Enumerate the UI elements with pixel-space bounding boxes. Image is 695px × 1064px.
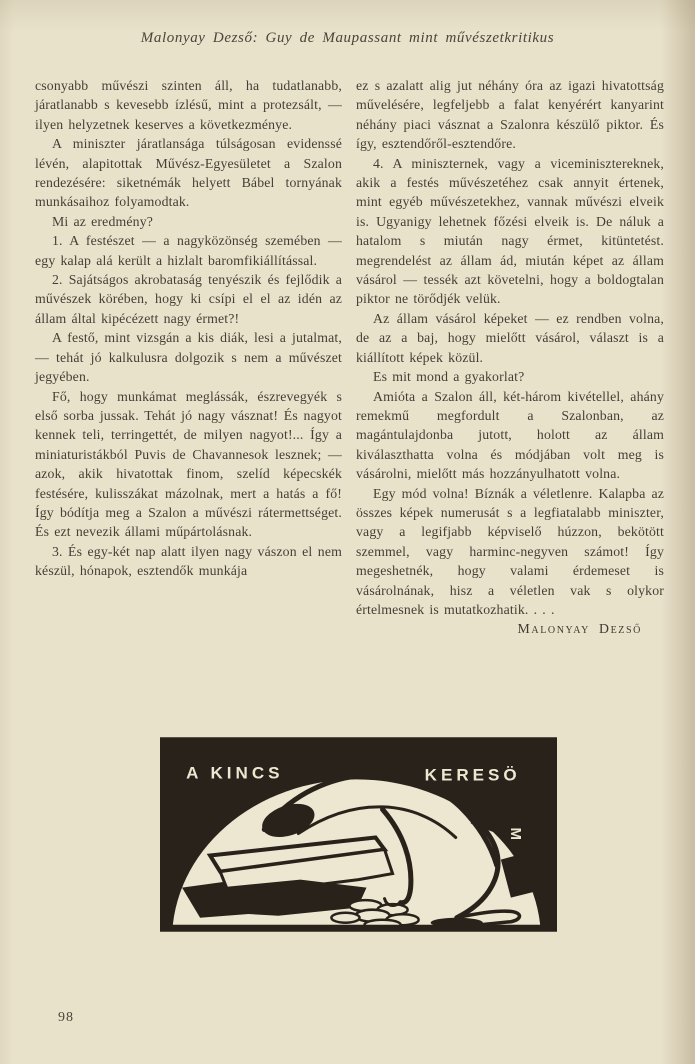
paragraph: 1. A festészet — a nagyközönség szemében — egy kalap alá került a hizlalt baromfikiállítással. bbox=[35, 233, 342, 268]
paragraph: Mi az eredmény? bbox=[52, 213, 154, 229]
page-number: 98 bbox=[58, 1010, 74, 1025]
paragraph: A miniszter járatlansága túlságosan evidenssé lévén, alapitottak Művész-Egyesületet a Szalon rendezésére: siketnémák helyett Bábel tornyának munkásaihoz folyamodtak. bbox=[35, 136, 342, 210]
paragraph: Es mit mond a gyakorlat? bbox=[373, 369, 525, 385]
treasure-seeker-woodcut bbox=[160, 737, 557, 932]
text-column-left bbox=[35, 76, 342, 581]
paragraph: A festő, mint vizsgán a kis diák, lesi a jutalmat, — tehát jó kalkulusra dolgozik s nem a művészet jegyében. bbox=[35, 330, 342, 385]
running-header: Malonyay Dezső: Guy de Maupassant mint művészetkritikus bbox=[140, 30, 555, 46]
paragraph: Az állam vásárol képeket — ez rendben volna, de az a baj, hogy mielőtt vásárol, választ is a kiállított képek közül. bbox=[356, 310, 664, 365]
paragraph: ez s azalatt alig jut néhány óra az igazi hivatottság művelésére, legfeljebb a falat kenyérért kanyarint néhány piaci vásznat a Szalonra készülő piktor. És így, esztendőről-esztendőre. bbox=[356, 78, 664, 152]
woodcut-caption-right: KERESÖ bbox=[424, 765, 521, 785]
paragraph: 2. Sajátságos akrobataság tenyészik és fejlődik a művészek körében, hogy ki csípi el el az idén az állam által kipécézett nagy érmet?! bbox=[35, 272, 342, 326]
text-column-right bbox=[356, 76, 664, 639]
paragraph: Egy mód volna! Bíznák a véletlenre. Kalapba az összes képek numerusát s a legfiatalabb miniszter, vagy a legifjabb képviselő húzzon, bekötött szemmel, vagy harminc-negyven számot! Így megeshetnék, hogy valami érdemeset is vásárolnának, hisz a véletlen vak s olykor értelmesnek is mutatkozhatik. . . . bbox=[356, 485, 664, 617]
author-signature: Malonyay Dezső bbox=[517, 621, 642, 637]
paragraph: 4. A miniszternek, vagy a viceminisztereknek, akik a festés művészetéhez csak annyit értenek, mint egyéb művészetekhez, vannak művészi elveik is. Ugyanigy lehetnek főzési elveik is. De náluk a hatalom s miután nagy érmet, kitüntetést. megrendelést az állam ád, miután képet az állam vásárol — tessék azt követelni, hogy a boldogtalan piktor ne törődjék velük. bbox=[356, 155, 664, 307]
paragraph: 3. És egy-két nap alatt ilyen nagy vászon el nem készül, hónapok, esztendők munkája bbox=[35, 543, 342, 579]
paragraph: csonyabb művészi szinten áll, ha tudatlanabb, járatlanabb s kevesebb ízlésű, mint a protezsált, — ilyen helyzetnek keserves a következménye. bbox=[35, 78, 342, 132]
woodcut-caption-left: A KINCS bbox=[186, 763, 284, 783]
paragraph: Fő, hogy munkámat meglássák, észrevegyék s első sorba jussak. Tehát jó nagy vásznat! És nagyot kennek teli, terringettét, de milyen nagyot!... Így a miniaturistákból Puvis de Chavannesok lesznek; — azok, akik hivatottak finom, szelíd képecskék festésére, kulisszákat mázolnak, mert a hatás a fő! Így bódítja meg a Szalon a művészi rátermettséget. És ezt nevezik állami műpártolásnak. bbox=[35, 388, 342, 540]
artist-monogram: M bbox=[506, 827, 524, 845]
paragraph: Amióta a Szalon áll, két-három kivétellel, ahány remekmű megfordult a Szalonban, az magántulajdonba jutott, holott az állam kiválaszthatta volna és módjában volt meg is vásárolni, mielőtt más hozzányulhatott volna. bbox=[356, 388, 664, 482]
